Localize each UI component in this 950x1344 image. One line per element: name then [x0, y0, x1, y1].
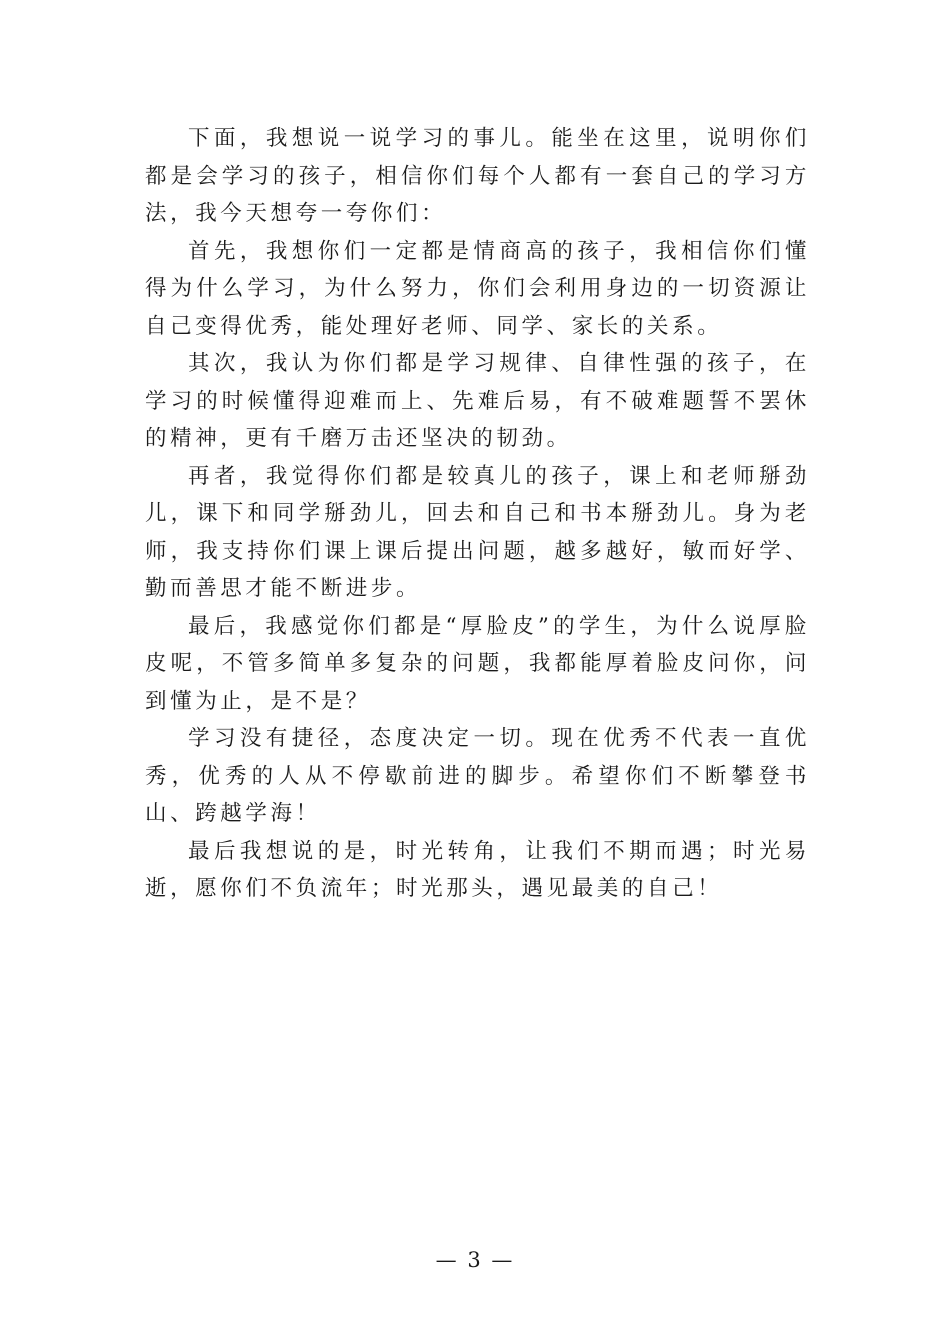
paragraph-closing: 最后我想说的是，时光转角，让我们不期而遇；时光易逝，愿你们不负流年；时光那头，遇见最美的自己！ — [145, 838, 810, 901]
paragraph-intro: 下面，我想说一说学习的事儿。能坐在这里，说明你们都是会学习的孩子，相信你们每个人都有一套自己的学习方法，我今天想夸一夸你们： — [145, 126, 810, 226]
document-body — [145, 120, 810, 908]
paragraph-second: 其次，我认为你们都是学习规律、自律性强的孩子，在学习的时候懂得迎难而上、先难后易，有不破难题誓不罢休的精神，更有千磨万击还坚决的韧劲。 — [145, 351, 810, 451]
page-number: — 3 — — [435, 1248, 515, 1272]
paragraph-third: 再者，我觉得你们都是较真儿的孩子，课上和老师掰劲儿，课下和同学掰劲儿，回去和自己和书本掰劲儿。身为老师，我支持你们课上课后提出问题，越多越好，敏而好学、勤而善思才能不断进步。 — [145, 463, 810, 601]
paragraph-attitude: 学习没有捷径，态度决定一切。现在优秀不代表一直优秀，优秀的人从不停歇前进的脚步。希望你们不断攀登书山、跨越学海！ — [145, 726, 810, 826]
paragraph-fourth: 最后，我感觉你们都是“厚脸皮”的学生，为什么说厚脸皮呢，不管多简单多复杂的问题，我都能厚着脸皮问你，问到懂为止，是不是？ — [145, 613, 810, 714]
paragraph-first: 首先，我想你们一定都是情商高的孩子，我相信你们懂得为什么学习，为什么努力，你们会利用身边的一切资源让自己变得优秀，能处理好老师、同学、家长的关系。 — [145, 238, 810, 339]
